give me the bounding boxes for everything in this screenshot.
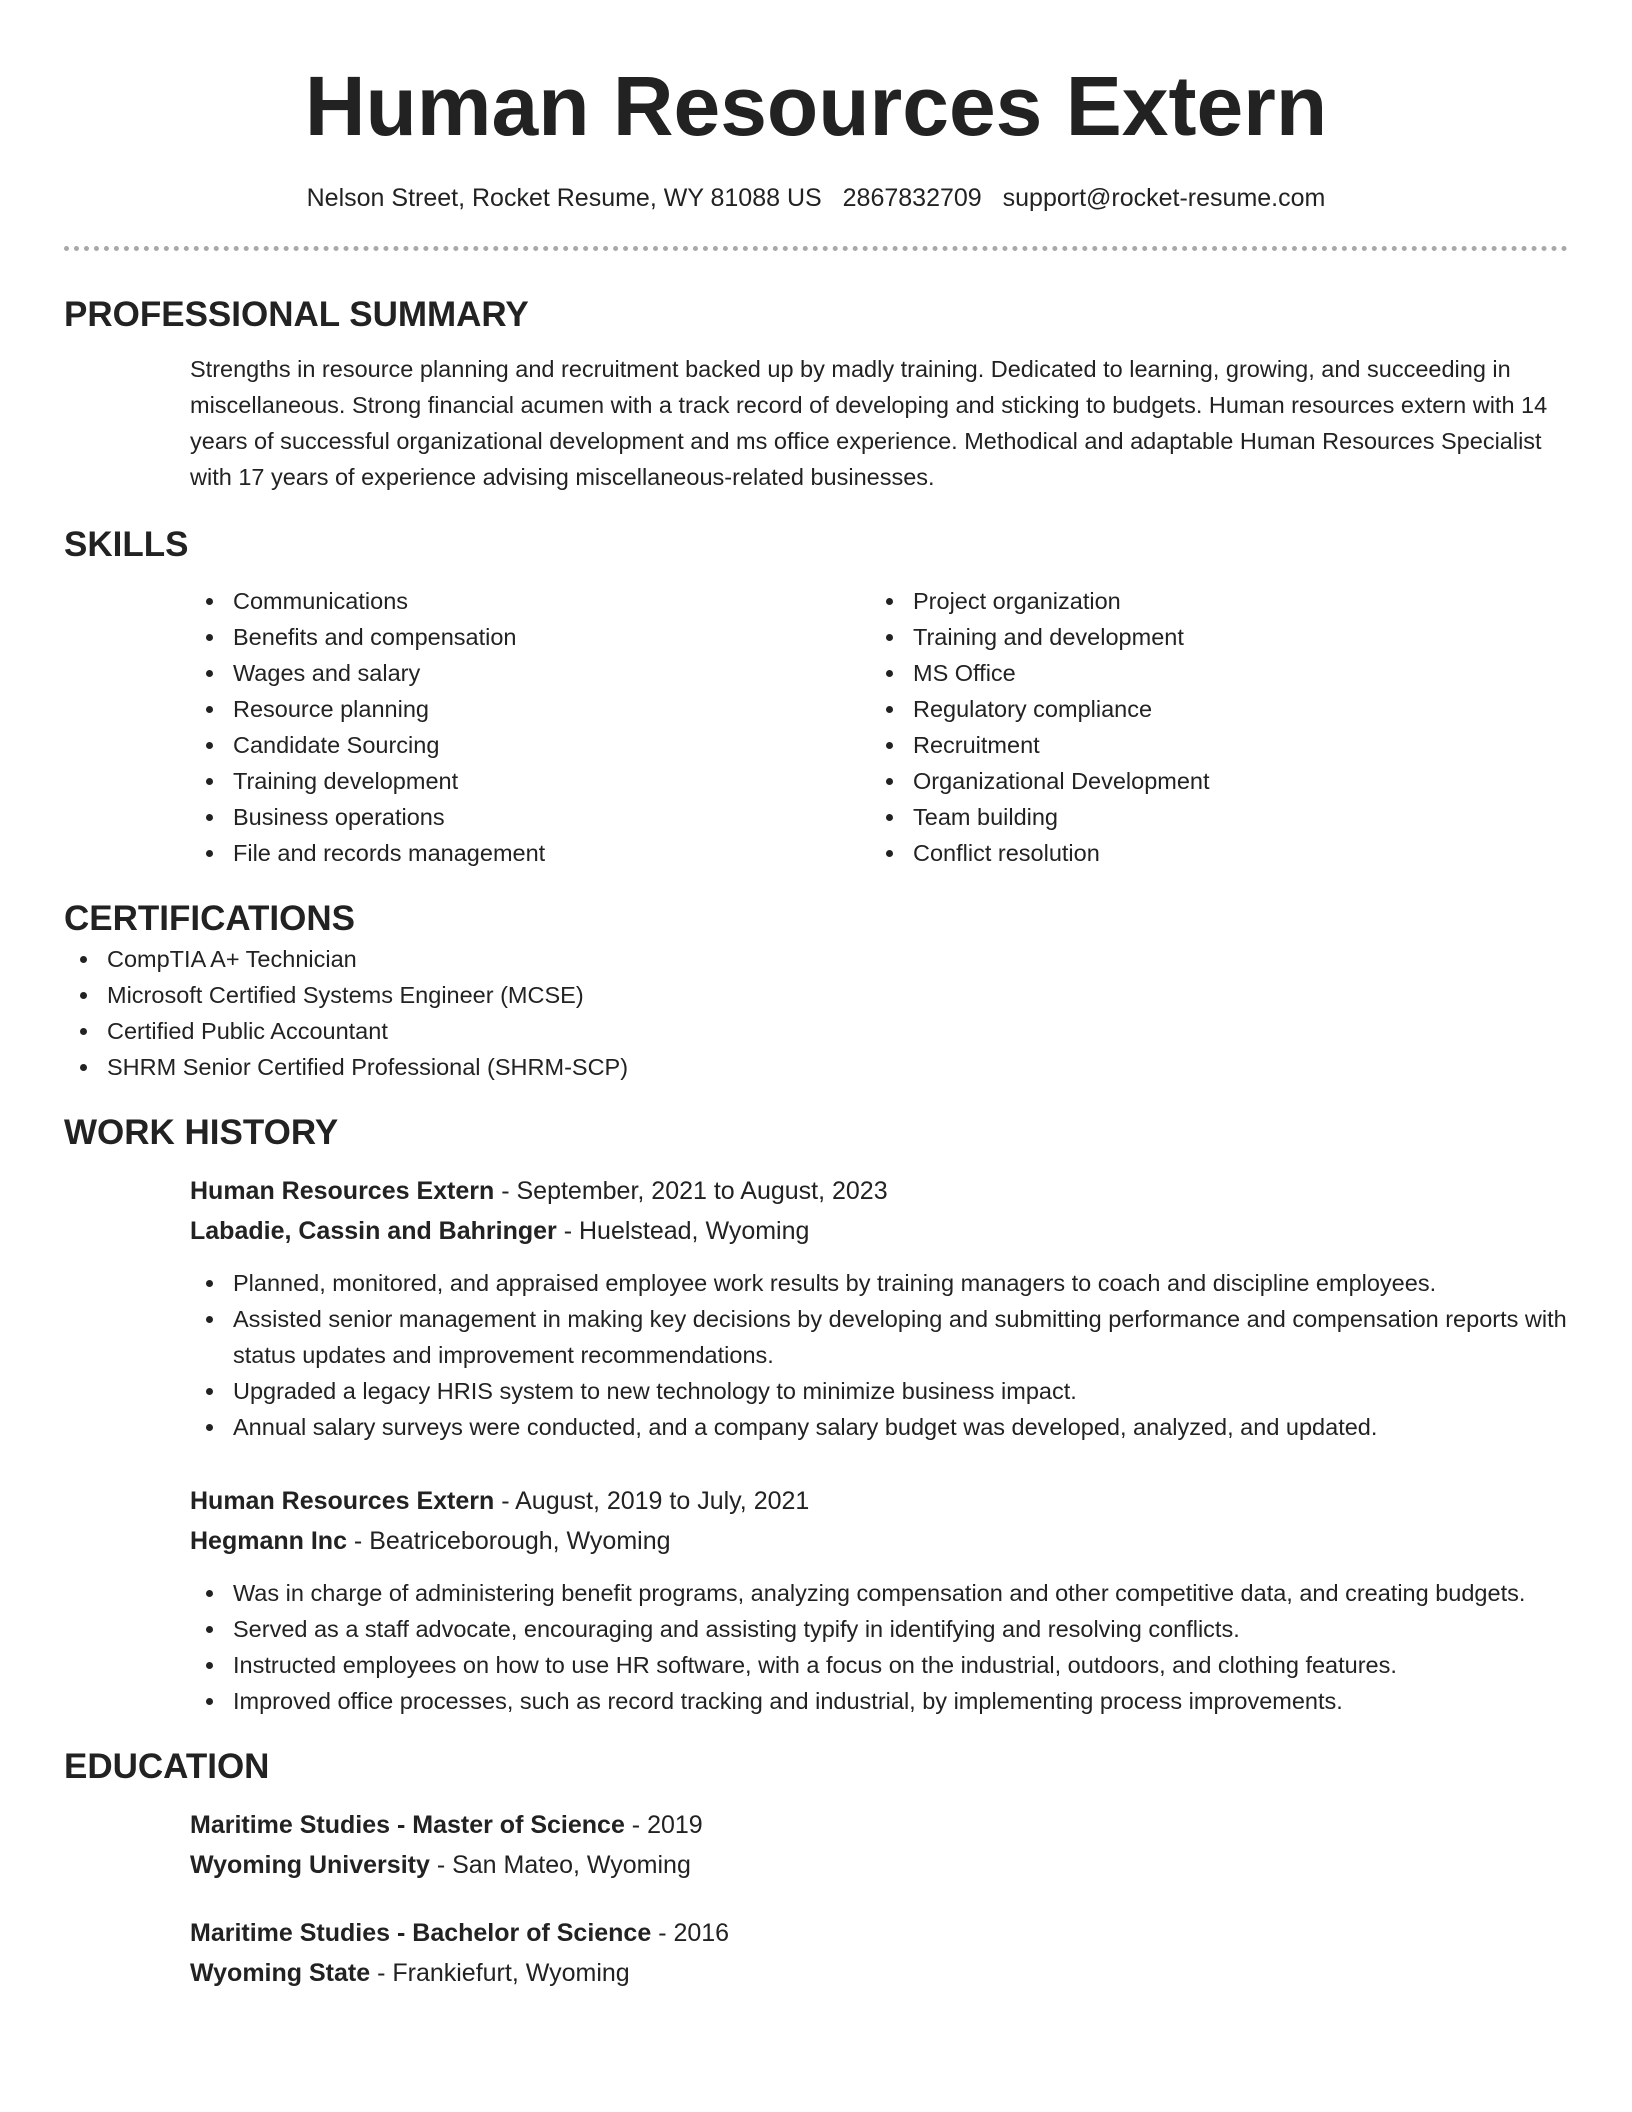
education-degree: Maritime Studies - Master of Science xyxy=(190,1811,625,1839)
contact-phone: 2867832709 xyxy=(842,184,982,212)
job-duty: Assisted senior management in making key decisions by developing and submitting performance and compensation reports with status updates and improvement recommendations. xyxy=(190,1301,1568,1373)
certifications-heading: CERTIFICATIONS xyxy=(64,899,356,938)
job-duty: Served as a staff advocate, encouraging and assisting typify in identifying and resolving conflicts. xyxy=(190,1611,1568,1647)
job-company-line xyxy=(190,1521,1568,1561)
skill-item: Wages and salary xyxy=(190,655,870,691)
education-school: Wyoming State xyxy=(190,1959,371,1987)
candidate-name: Human Resources Extern xyxy=(304,59,1328,153)
work-history-section xyxy=(64,1111,1568,1719)
skills-list-right xyxy=(870,583,1550,871)
education-degree: Maritime Studies - Bachelor of Science xyxy=(190,1919,652,1947)
certification-item: SHRM Senior Certified Professional (SHRM-SCP) xyxy=(64,1049,1568,1085)
contact-email: support@rocket-resume.com xyxy=(1002,184,1326,212)
skills-grid xyxy=(190,583,1568,871)
skill-item: Business operations xyxy=(190,799,870,835)
certification-item: CompTIA A+ Technician xyxy=(64,941,1568,977)
education-school-line xyxy=(190,1845,1568,1885)
job-title-line xyxy=(190,1171,1568,1211)
skill-item: Conflict resolution xyxy=(870,835,1550,871)
job-duties-list xyxy=(190,1575,1568,1719)
contact-line xyxy=(64,180,1568,216)
job-duty: Was in charge of administering benefit programs, analyzing compensation and other competitive data, and creating budgets. xyxy=(190,1575,1568,1611)
job-entry xyxy=(190,1171,1568,1445)
certifications-list xyxy=(64,941,1568,1085)
skill-item: Communications xyxy=(190,583,870,619)
skills-heading: SKILLS xyxy=(64,525,189,564)
education-degree-line xyxy=(190,1913,1568,1953)
skills-column-right xyxy=(870,583,1550,871)
education-location: - Frankiefurt, Wyoming xyxy=(370,1959,630,1987)
education-location: - San Mateo, Wyoming xyxy=(429,1851,691,1879)
education-entry xyxy=(190,1913,1568,1993)
education-year: - 2019 xyxy=(624,1811,703,1839)
header-divider xyxy=(64,246,1568,251)
job-duty: Annual salary surveys were conducted, and a company salary budget was developed, analyzed, and updated. xyxy=(190,1409,1568,1445)
skills-section xyxy=(64,523,1568,871)
job-duty: Planned, monitored, and appraised employee work results by training managers to coach and discipline employees. xyxy=(190,1265,1568,1301)
skill-item: MS Office xyxy=(870,655,1550,691)
job-location: - Huelstead, Wyoming xyxy=(556,1217,810,1245)
skill-item: File and records management xyxy=(190,835,870,871)
skill-item: Training development xyxy=(190,763,870,799)
job-duty: Upgraded a legacy HRIS system to new technology to minimize business impact. xyxy=(190,1373,1568,1409)
skill-item: Recruitment xyxy=(870,727,1550,763)
job-entry xyxy=(190,1481,1568,1719)
job-company-line xyxy=(190,1211,1568,1251)
skill-item: Project organization xyxy=(870,583,1550,619)
job-role: Human Resources Extern xyxy=(190,1177,495,1205)
certification-item: Certified Public Accountant xyxy=(64,1013,1568,1049)
job-company: Hegmann Inc xyxy=(190,1527,347,1555)
education-year: - 2016 xyxy=(651,1919,730,1947)
work-history-heading: WORK HISTORY xyxy=(64,1113,339,1152)
job-company: Labadie, Cassin and Bahringer xyxy=(190,1217,557,1245)
job-dates: - August, 2019 to July, 2021 xyxy=(494,1487,810,1515)
education-degree-line xyxy=(190,1805,1568,1845)
job-dates: - September, 2021 to August, 2023 xyxy=(494,1177,888,1205)
skills-column-left xyxy=(190,583,870,871)
summary-text: Strengths in resource planning and recruitment backed up by madly training. Dedicated to learning, growing, and succeeding in miscellaneous. Strong financial acumen with a track record of developing and sticking to budgets. Human resources extern with 14 years of successful organizational development and ms office experience. Methodical and adaptable Human Resources Specialist with 17 years of experience advising miscellaneous-related businesses. xyxy=(190,356,1548,490)
skill-item: Resource planning xyxy=(190,691,870,727)
skill-item: Training and development xyxy=(870,619,1550,655)
skill-item: Team building xyxy=(870,799,1550,835)
certifications-section xyxy=(64,897,1568,1085)
job-duty: Instructed employees on how to use HR software, with a focus on the industrial, outdoors, and clothing features. xyxy=(190,1647,1568,1683)
skill-item: Organizational Development xyxy=(870,763,1550,799)
job-duty: Improved office processes, such as record tracking and industrial, by implementing process improvements. xyxy=(190,1683,1568,1719)
certification-item: Microsoft Certified Systems Engineer (MCSE) xyxy=(64,977,1568,1013)
education-entry xyxy=(190,1805,1568,1885)
job-role: Human Resources Extern xyxy=(190,1487,495,1515)
summary-section xyxy=(64,293,1568,495)
job-title-line xyxy=(190,1481,1568,1521)
summary-heading: PROFESSIONAL SUMMARY xyxy=(64,295,529,334)
skill-item: Candidate Sourcing xyxy=(190,727,870,763)
skill-item: Regulatory compliance xyxy=(870,691,1550,727)
skills-list-left xyxy=(190,583,870,871)
education-school-line xyxy=(190,1953,1568,1993)
skill-item: Benefits and compensation xyxy=(190,619,870,655)
education-school: Wyoming University xyxy=(190,1851,430,1879)
contact-address: Nelson Street, Rocket Resume, WY 81088 US xyxy=(306,184,822,212)
education-heading: EDUCATION xyxy=(64,1747,270,1786)
job-duties-list xyxy=(190,1265,1568,1445)
job-location: - Beatriceborough, Wyoming xyxy=(346,1527,671,1555)
education-section xyxy=(64,1745,1568,1993)
